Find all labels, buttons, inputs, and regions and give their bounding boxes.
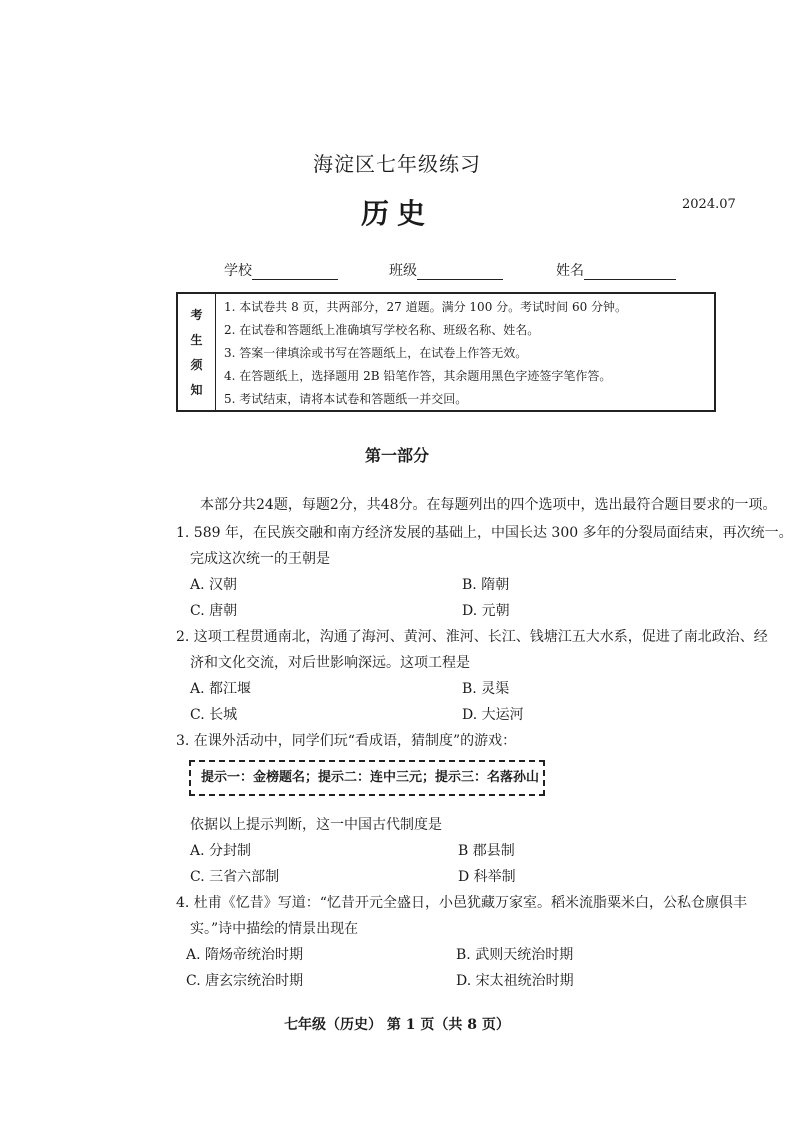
question-1-option-b[interactable]: B. 隋朝	[462, 577, 510, 593]
section-intro: 本部分共24题，每题2分，共48分。在每题列出的四个选项中，选出最符合题目要求的一项。	[200, 497, 777, 513]
class-field[interactable]	[389, 260, 503, 280]
subject-title: 历史	[360, 197, 433, 230]
notice-item: 4. 在答题纸上，选择题用 2B 铅笔作答，其余题用黑色字迹签字笔作答。	[224, 369, 612, 383]
notice-item: 5. 考试结束，请将本试卷和答题纸一并交回。	[224, 392, 468, 406]
question-2-stem: 2. 这项工程贯通南北，沟通了海河、黄河、淮河、长江、钱塘江五大水系，促进了南北政治、经	[176, 629, 768, 645]
question-4-stem: 4. 杜甫《忆昔》写道：“忆昔开元全盛日，小邑犹藏万家室。稻米流脂粟米白，公私仓廪俱丰	[176, 895, 747, 911]
question-1-option-a[interactable]: A. 汉朝	[190, 577, 238, 593]
class-label: 班级	[389, 263, 417, 279]
question-1-option-c[interactable]: C. 唐朝	[190, 603, 238, 619]
exam-date: 2024.07	[682, 197, 736, 212]
question-2-stem-cont: 济和文化交流，对后世影响深远。这项工程是	[190, 655, 470, 671]
question-2-option-c[interactable]: C. 长城	[190, 707, 238, 723]
question-2-option-d[interactable]: D. 大运河	[462, 707, 524, 723]
question-4-option-a[interactable]: A. 隋炀帝统治时期	[186, 947, 304, 963]
question-4-stem-cont: 实。”诗中描绘的情景出现在	[190, 921, 359, 937]
question-3-stem: 3. 在课外活动中，同学们玩“看成语，猜制度”的游戏：	[176, 733, 517, 749]
section-title: 第一部分	[364, 446, 429, 465]
question-3-option-b[interactable]: B 郡县制	[458, 843, 515, 859]
question-3-option-a[interactable]: A. 分封制	[190, 843, 252, 859]
question-1-stem-cont: 完成这次统一的王朝是	[190, 551, 330, 567]
exam-notice-box	[176, 292, 716, 412]
page-title: 海淀区七年级练习	[313, 152, 481, 176]
school-label: 学校	[224, 263, 252, 279]
notice-heading: 考 生 须 知	[178, 294, 216, 410]
question-4-option-c[interactable]: C. 唐玄宗统治时期	[186, 973, 304, 989]
notice-item: 2. 在试卷和答题纸上准确填写学校名称、班级名称、姓名。	[224, 323, 540, 337]
notice-items	[216, 294, 714, 410]
notice-item: 1. 本试卷共 8 页，共两部分，27 道题。满分 100 分。考试时间 60 分钟。	[224, 300, 628, 314]
question-4-option-b[interactable]: B. 武则天统治时期	[456, 947, 574, 963]
question-3-option-c[interactable]: C. 三省六部制	[190, 869, 280, 885]
question-1-stem: 1. 589 年，在民族交融和南方经济发展的基础上，中国长达 300 多年的分裂局面结束，再次统一。	[176, 525, 793, 541]
question-2-option-b[interactable]: B. 灵渠	[462, 681, 510, 697]
question-3-option-d[interactable]: D 科举制	[458, 869, 516, 885]
question-3-hint-box: 提示一：金榜题名；提示二：连中三元；提示三：名落孙山	[189, 760, 545, 796]
name-field[interactable]	[556, 260, 676, 280]
page-footer: 七年级（历史） 第 1 页（共 8 页）	[284, 1017, 510, 1033]
question-2-option-a[interactable]: A. 都江堰	[190, 681, 252, 697]
notice-item: 3. 答案一律填涂或书写在答题纸上，在试卷上作答无效。	[224, 346, 528, 360]
name-label: 姓名	[556, 263, 584, 279]
school-field[interactable]	[224, 260, 338, 280]
question-3-stem-cont: 依据以上提示判断，这一中国古代制度是	[190, 817, 442, 833]
question-1-option-d[interactable]: D. 元朝	[462, 603, 510, 619]
question-4-option-d[interactable]: D. 宋太祖统治时期	[456, 973, 574, 989]
